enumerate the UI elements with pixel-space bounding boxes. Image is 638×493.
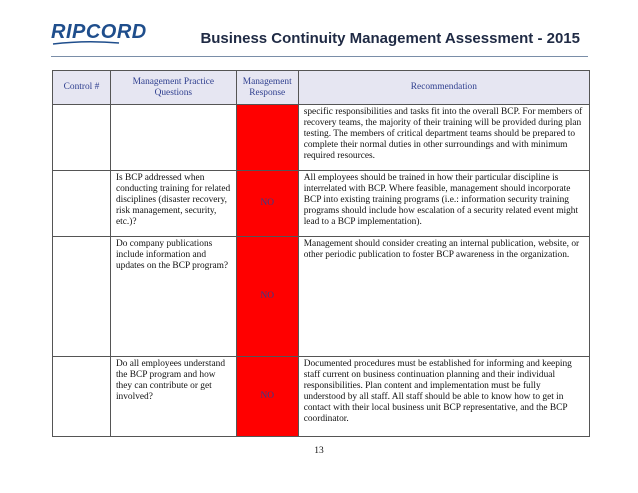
table-row: [53, 237, 590, 357]
assessment-table: [52, 70, 590, 437]
header-divider: [51, 56, 588, 57]
column-header-control: Control #: [53, 71, 111, 105]
recommendation-cell: specific responsibilities and tasks fit into the overall BCP. For members of recovery teams, the majority of their training will be provided during plan testing. The members of critical department teams should be prepared to complete their normal duties in other surroundings and with minimum required resources.: [298, 105, 589, 171]
control-cell: [53, 357, 111, 437]
question-cell: Do all employees understand the BCP program and how they can contribute or get involved?: [110, 357, 236, 437]
recommendation-cell: Management should consider creating an internal publication, website, or other periodic publication to foster BCP awareness in the organization.: [298, 237, 589, 357]
document-title: Business Continuity Management Assessment - 2015: [200, 30, 580, 47]
table-header-row: [53, 71, 590, 105]
control-cell: [53, 237, 111, 357]
table-row: [53, 171, 590, 237]
response-cell: NO: [236, 171, 298, 237]
table-row: [53, 357, 590, 437]
column-header-questions: Management Practice Questions: [110, 71, 236, 105]
response-cell: NO: [236, 237, 298, 357]
table-row: [53, 105, 590, 171]
response-cell: NO: [236, 357, 298, 437]
question-cell: Do company publications include information and updates on the BCP program?: [110, 237, 236, 357]
column-header-response: Management Response: [236, 71, 298, 105]
recommendation-cell: Documented procedures must be established for informing and keeping staff current on business continuation planning and their individual responsibilities. Plan content and implementation must be fully understood by all staff. All staff should be able to know how to get in contact with their local business unit BCP representative, and the BCP coordinator.: [298, 357, 589, 437]
company-logo: RIPCORD: [51, 21, 147, 43]
control-cell: [53, 105, 111, 171]
page-number: 13: [314, 446, 324, 456]
logo-swoosh-icon: [51, 40, 121, 46]
question-cell: Is BCP addressed when conducting training for related disciplines (disaster recovery, risk management, security, etc.)?: [110, 171, 236, 237]
control-cell: [53, 171, 111, 237]
recommendation-cell: All employees should be trained in how their particular discipline is interrelated with BCP. Where feasible, management should incorporate BCP into existing training programs (i.e.: information security training programs should include how escalation of a security related event might lead to a BCP implementation).: [298, 171, 589, 237]
question-cell: [110, 105, 236, 171]
column-header-recommendation: Recommendation: [298, 71, 589, 105]
response-cell: [236, 105, 298, 171]
